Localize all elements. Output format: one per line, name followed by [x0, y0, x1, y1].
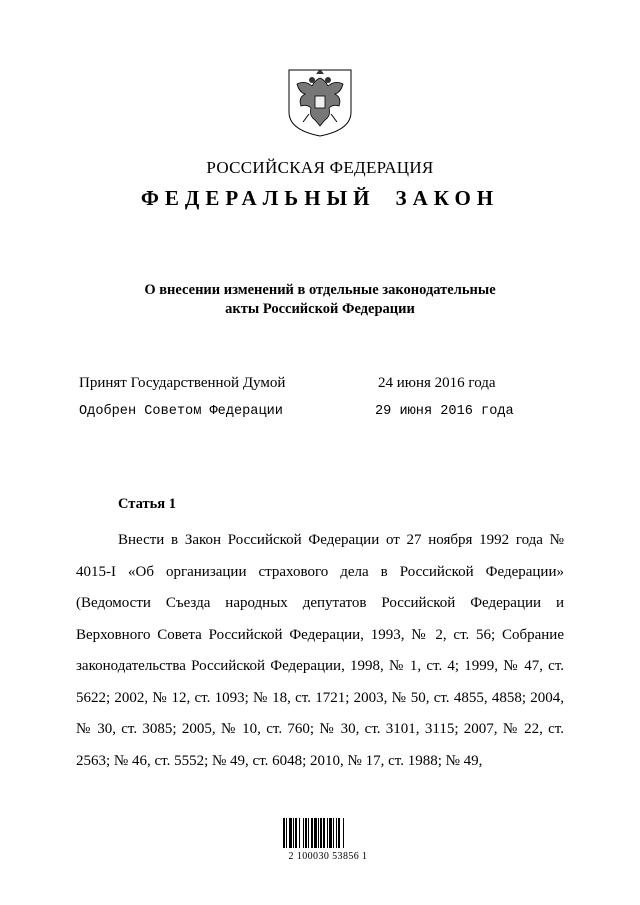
law-subject — [0, 281, 640, 319]
law-subject-line: О внесении изменений в отдельные законодательные — [144, 282, 496, 298]
barcode-bar — [283, 818, 285, 848]
document-type-word: ФЕДЕРАЛЬНЫЙ — [140, 186, 376, 210]
document-type-heading — [0, 186, 640, 211]
barcode-bar — [329, 818, 332, 848]
barcode-bar — [303, 818, 304, 848]
council-approval-date: 29 июня 2016 года — [375, 404, 514, 419]
article-body: Внести в Закон Российской Федерации от 27 ноября 1992 года № 4015-I «Об организации страхового дела в Российской Федерации» (Ведомости Съезда народных депутатов Российской Федерации и Верховного Совета Российской Федерации, 1993, № 2, ст. 56; Собрание законодательства Российской Федерации, 1998, № 1, ст. 4; 1999, № 47, ст. 5622; 2002, № 12, ст. 1093; № 18, ст. 1721; 2003, № 50, ст. 4855, 4858; 2004, № 30, ст. 3085; 2005, № 10, ст. 760; № 30, ст. 3101, 3115; 2007, № 22, ст. 2563; № 46, ст. 5552; № 49, ст. 6048; 2010, № 17, ст. 1988; № 49, — [76, 532, 564, 769]
barcode-bar — [299, 818, 300, 848]
barcode-bar — [333, 818, 334, 848]
barcode-bar — [314, 818, 317, 848]
barcode-bar — [327, 818, 328, 848]
duma-adoption-date: 24 июня 2016 года — [378, 375, 496, 391]
barcode-bar — [318, 818, 319, 848]
barcode-bar — [336, 818, 337, 848]
duma-adoption-label: Принят Государственной Думой — [79, 375, 286, 391]
article-title: Статья 1 — [118, 496, 176, 512]
barcode-bar — [295, 818, 297, 848]
law-subject-line: акты Российской Федерации — [225, 301, 415, 317]
barcode-bar — [305, 818, 307, 848]
barcode-bar — [308, 818, 309, 848]
barcode-bar — [293, 818, 294, 848]
barcode-bar — [343, 818, 344, 848]
barcode-bar — [289, 818, 292, 848]
barcode-bar — [286, 818, 287, 848]
barcode-bar — [320, 818, 322, 848]
barcode-bar — [338, 818, 340, 848]
barcode-number: 2 100030 53856 1 — [288, 851, 368, 862]
russian-coat-of-arms-icon — [285, 64, 355, 138]
country-heading: РОССИЙСКАЯ ФЕДЕРАЦИЯ — [206, 158, 434, 177]
document-type-word: ЗАКОН — [395, 186, 500, 210]
council-approval-label: Одобрен Советом Федерации — [79, 404, 283, 419]
barcode-bar — [323, 818, 325, 848]
barcode-bar — [311, 818, 313, 848]
